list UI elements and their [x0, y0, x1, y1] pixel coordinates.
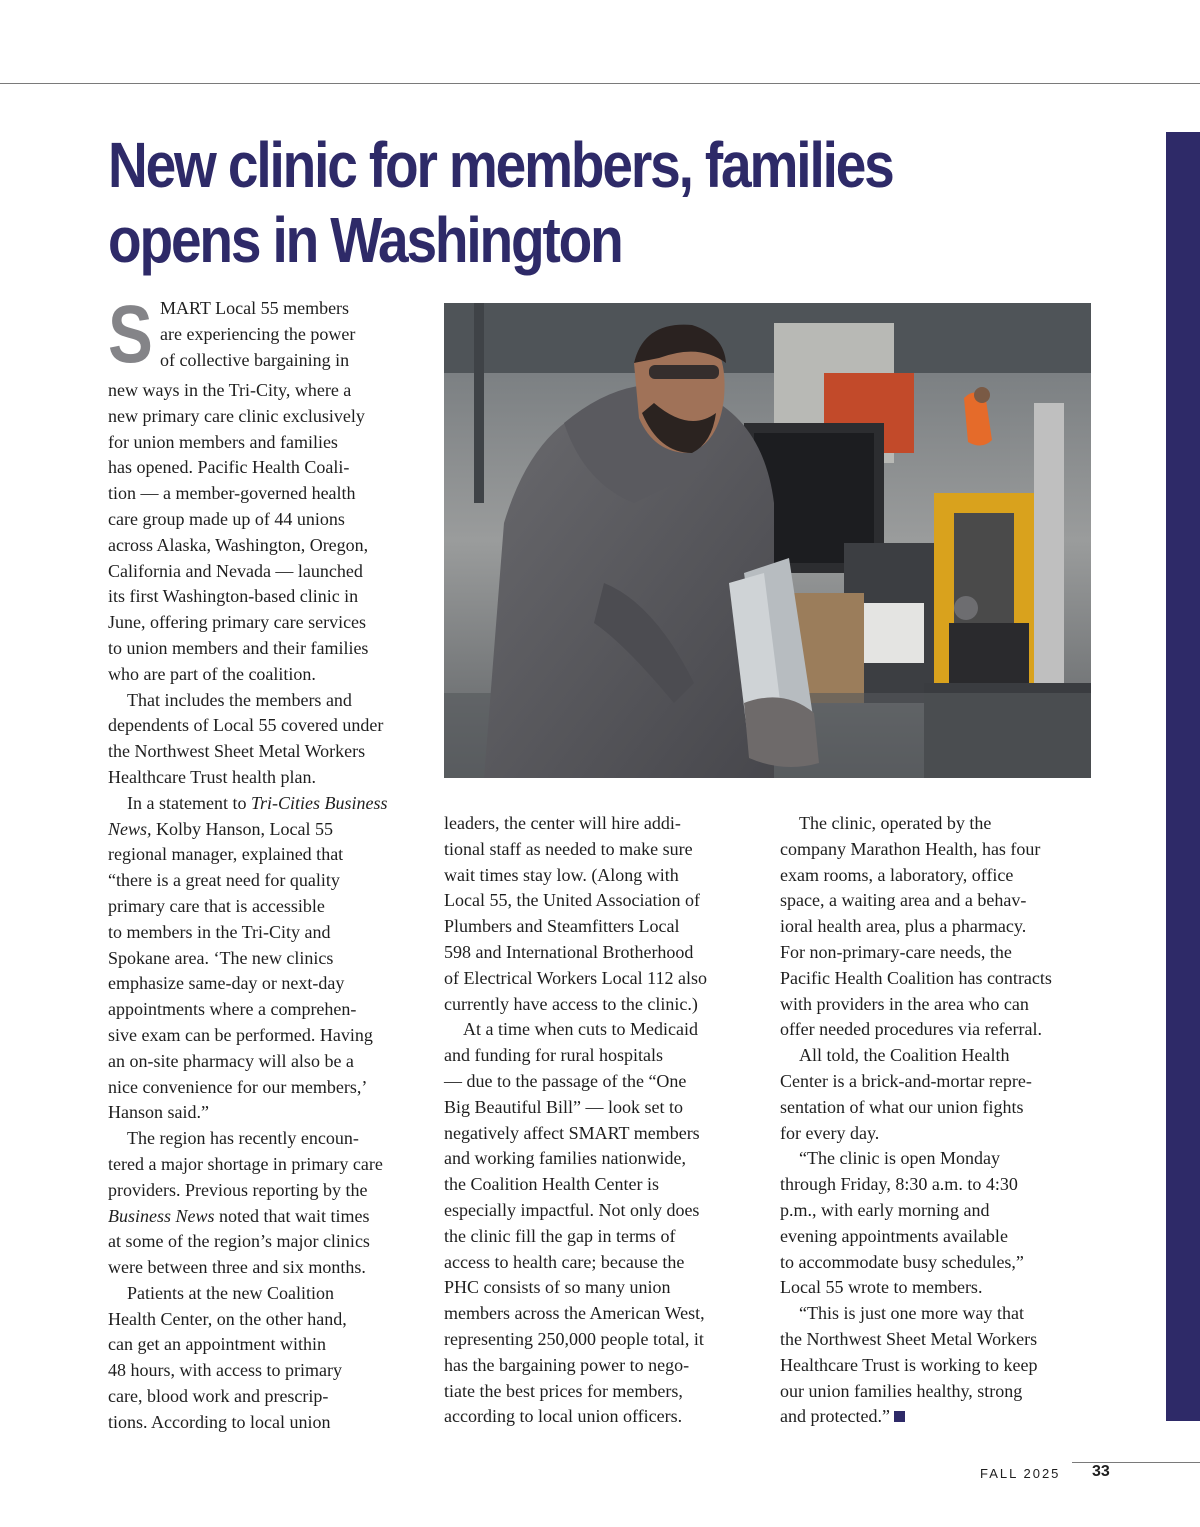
end-of-article-square-icon — [894, 1411, 905, 1422]
paragraph-7: At a time when cuts to Medicaid and funding for rural hospitals — due to the passage of the “One Big Beautiful Bill” — look set to negatively affect SMART members and working families nationwide, the Coalition Health Center is especially impactful. Not only does the clinic fill the gap in terms of access to health care; because the PHC consists of so many union members across the American West, representing 250,000 people total, it has the bargaining power to nego- tiate the best prices for members, according to local union officers. — [444, 1019, 705, 1427]
paragraph-5: Patients at the new Coalition Health Center, on the other hand, can get an appointment within 48 hours, with access to primary care, blood work and prescrip- tions. According to local union — [108, 1282, 347, 1432]
paragraph-11: “This is just one more way that the Northwest Sheet Metal Workers Healthcare Trust is working to keep our union families healthy, strong and protected.” — [780, 1303, 1038, 1427]
article-column-1 — [108, 289, 424, 1436]
paragraph-1: S MART Local 55 members are experiencing the power of collective bargaining in new ways in the Tri-City, where a new primary care clinic exclusively for union members and families has opened. Pacific Health Coali- tion — a member-governed health care group made up of 44 unions across Alaska, Washington, Oregon, California and Nevada — launched its first Washington-based clinic in June, offering primary care services to union members and their families who are part of the coalition. — [108, 289, 369, 684]
title-line-2: opens in Washington — [108, 204, 622, 276]
paragraph-9: All told, the Coalition Health Center is a brick-and-mortar repre- sentation of what our union fights for every day. — [780, 1045, 1032, 1143]
paragraph-8: The clinic, operated by the company Marathon Health, has four exam rooms, a laboratory, office space, a waiting area and a behav- ioral health area, plus a pharmacy. For non-primary-care needs, the Pacific Health Coalition has contracts with providers in the area who can offer needed procedures via referral. — [780, 813, 1052, 1040]
title-line-1: New clinic for members, families — [108, 129, 893, 201]
paragraph-3: In a statement to Tri-Cities Business News, Kolby Hanson, Local 55 regional manager, explained that “there is a great need for quality primary care that is accessible to members in the Tri-City and Spokane area. ‘The new clinics emphasize same-day or next-day appointments where a comprehen- sive exam can be performed. Having an on-site pharmacy will also be a nice convenience for our members,’ Hanson said.” — [108, 792, 388, 1123]
paragraph-10: “The clinic is open Monday through Friday, 8:30 a.m. to 4:30 p.m., with early morning and evening appointments available to accommodate busy schedules,” Local 55 wrote to members. — [780, 1148, 1024, 1298]
issue-label: FALL 2025 — [980, 1466, 1061, 1481]
side-accent-bar — [1166, 132, 1200, 1421]
paragraph-4: The region has recently encoun- tered a major shortage in primary care providers. Previous reporting by the Business News noted that wait times at some of the region’s major clinics were between three and six months. — [108, 1128, 383, 1278]
paragraph-2: That includes the members and dependents of Local 55 covered under the Northwest Sheet Metal Workers Healthcare Trust health plan. — [108, 689, 384, 787]
paragraph-6: leaders, the center will hire addi- tional staff as needed to make sure wait times stay low. (Along with Local 55, the United Association of Plumbers and Steamfitters Local 598 and International Brotherhood of Electrical Workers Local 112 also currently have access to the clinic.) — [444, 813, 707, 1014]
article-column-3 — [780, 811, 1096, 1430]
publication-name-short: Business News — [108, 1205, 215, 1226]
page-number: 33 — [1092, 1463, 1110, 1480]
article-column-2 — [444, 811, 756, 1430]
top-rule — [0, 83, 1200, 84]
worker-photo-icon — [444, 303, 1091, 778]
worker-photo — [444, 303, 1091, 778]
page-title — [108, 128, 968, 278]
drop-cap: S — [108, 289, 153, 380]
publication-name: Tri-Cities Business — [250, 792, 388, 813]
